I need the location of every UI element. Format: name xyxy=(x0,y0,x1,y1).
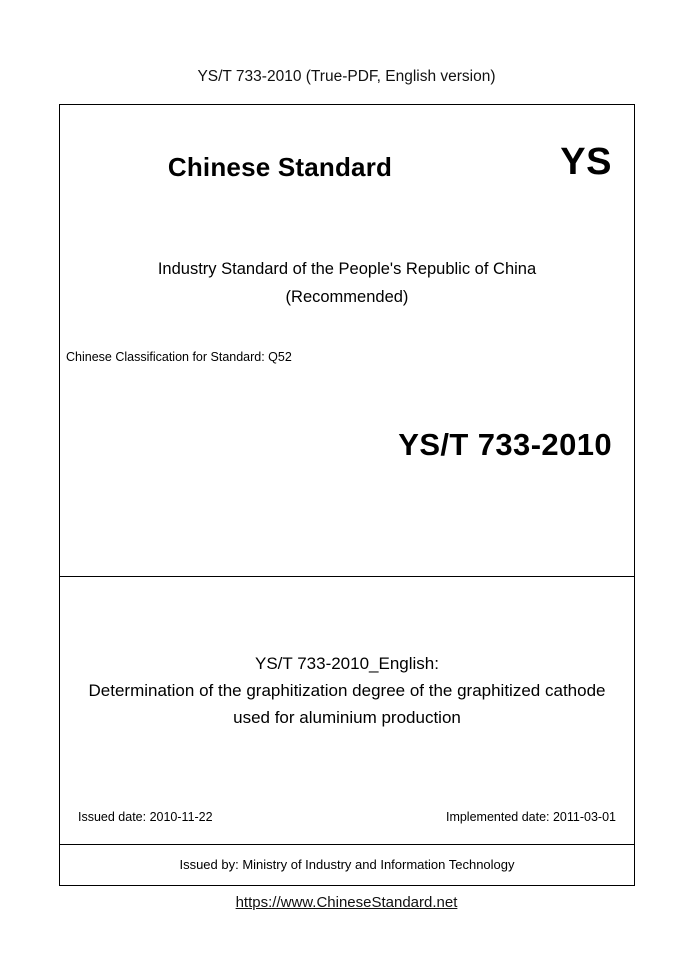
document-title-line-1: YS/T 733-2010_English: xyxy=(255,654,439,673)
implemented-date: Implemented date: 2011-03-01 xyxy=(445,810,616,824)
issuer-section xyxy=(60,844,634,883)
date-row xyxy=(78,810,616,824)
document-title-line-3: cathode used for aluminium production xyxy=(233,681,606,727)
subtitle-line-2: (Recommended) xyxy=(285,288,409,306)
chinese-standard-heading: Chinese Standard xyxy=(167,152,393,182)
issued-by-text: Issued by: Ministry of Industry and Information Technology xyxy=(179,856,515,872)
source-website-link[interactable]: https://www.ChineseStandard.net xyxy=(235,894,458,911)
standard-number: YS/T 733-2010 xyxy=(398,427,612,462)
standard-subtitle xyxy=(60,255,634,311)
document-title xyxy=(68,650,626,731)
ys-logo: YS xyxy=(560,141,612,183)
page-caption: YS/T 733-2010 (True-PDF, English version) xyxy=(197,68,496,85)
classification-code: Chinese Classification for Standard: Q52 xyxy=(66,350,292,364)
cover-lower-section xyxy=(60,577,634,845)
cover-upper-section xyxy=(60,105,634,577)
cover-frame xyxy=(59,104,635,886)
subtitle-line-1: Industry Standard of the People's Republic of China xyxy=(157,260,537,278)
issued-date: Issued date: 2010-11-22 xyxy=(78,810,213,824)
document-title-line-2: Determination of the graphitization degree of the graphitized xyxy=(88,681,541,700)
